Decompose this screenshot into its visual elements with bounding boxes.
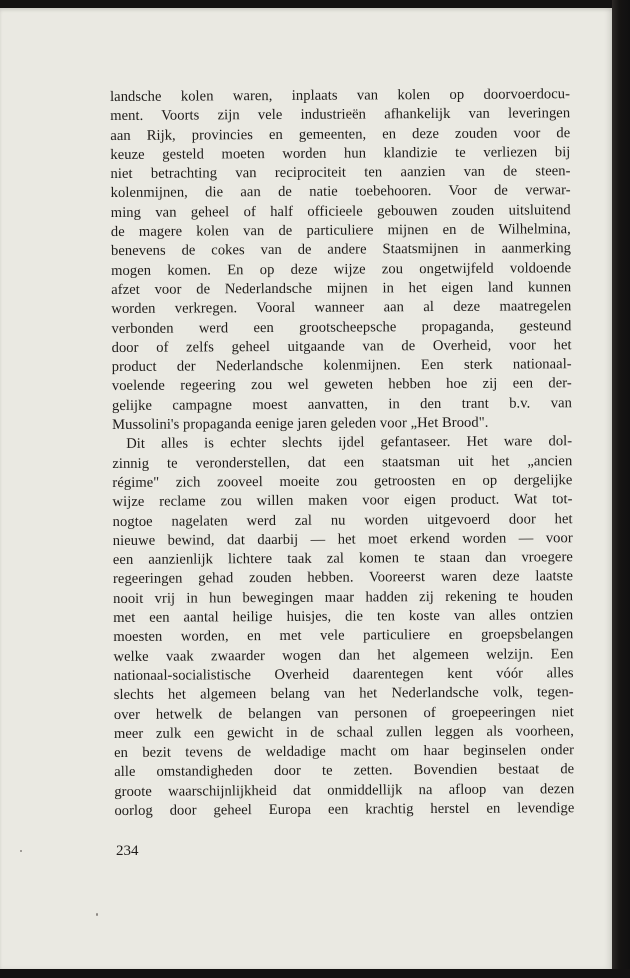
text-line: verbonden werd een grootscheepsche propaganda, gesteund [111,317,572,337]
text-line: welke vaak zwaarder wogen dan het algemeen welzijn. Een [113,645,574,665]
text-line: oorlog door geheel Europa een krachtig herstel en levendige [114,800,575,819]
text-line: zinnig te veronderstellen, dat een staatsman uit het „ancien [112,452,573,472]
scan-right-border [612,0,630,978]
text-line: over hetwelk de belangen van personen of groepeeringen niet [113,703,574,723]
text-line: gelijke campagne moest aanvatten, in den trant b.v. van [111,394,572,414]
text-line: moesten worden, en met vele particuliere en groepsbelangen [113,626,574,646]
text-line: Mussolini's propaganda eenige jaren geleden voor „Het Brood". [112,414,489,434]
text-line: groote waarschijnlijkheid dat onmiddellijk na afloop van dezen [114,780,575,800]
text-line: de magere kolen van de particuliere mijnen en de Wilhelmina, [110,221,571,241]
text-line: meer zulk een gewicht in de schaal zullen leggen als voorheen, [113,722,574,742]
text-line: mogen komen. En op deze wijze zou ongetwijfeld voldoende [111,259,572,279]
text-line: aan Rijk, provincies en gemeenten, en deze zouden voor de [110,124,571,144]
body-text [110,85,574,821]
text-line: ming van geheel of half officieele gebouwen zouden uitsluitend [110,201,571,221]
text-line: benevens de cokes van de andere Staatsmijnen in aanmerking [110,240,572,260]
text-line: régime" zich zooveel moeite zou getroosten en op dergelijke [112,472,573,491]
paper-speck [96,913,98,916]
text-line: en bezit tevens de weldadige macht om haar beginselen onder [114,742,575,762]
page-number: 234 [116,843,139,859]
text-line: voelende regeering zou wel geweten hebben hoe zij een der- [111,375,572,395]
text-line: nationaal-socialistische Overheid daarentegen kent vóór alles [113,665,574,684]
text-line: worden verkregen. Vooral wanneer aan al deze maatregelen [111,298,572,318]
text-line: product der Nederlandsche kolenmijnen. Een sterk nationaal- [111,356,572,376]
text-line: nieuwe bewind, dat daarbij — het moet erkend worden — voor [112,530,573,549]
text-line: een aanzienlijk lichtere taak zal komen te staan dan vroegere [112,549,573,569]
text-line: met een aantal heilige huisjes, die ten koste van alles ontzien [113,607,574,627]
text-line: nooit vrij in hun bewegingen maar hadden zij rekening te houden [113,587,574,607]
text-line: keuze gesteld moeten worden hun klandizie te verliezen bij [110,144,571,163]
text-line: afzet voor de Nederlandsche mijnen in het eigen land kunnen [111,279,572,298]
text-line: alle omstandigheden door te zetten. Bovendien bestaat de [114,761,575,781]
text-line: wijze reclame zou willen maken voor eigen product. Wat tot- [112,491,573,511]
text-line: nogtoe nagelaten werd zal nu worden uitgevoerd door het [112,510,573,530]
text-line: regeeringen gehad zouden hebben. Vooreerst waren deze laatste [112,568,574,588]
text-line: kolenmijnen, die aan de natie toebehooren. Voor de verwar- [110,182,571,202]
text-line: door of zelfs geheel uitgaande van de Overheid, voor het [111,337,572,356]
text-line: Dit alles is echter slechts ijdel gefantaseer. Het ware dol- [126,433,573,453]
text-line: slechts het algemeen belang van het Nederlandsche volk, tegen- [113,684,574,704]
text-line: landsche kolen waren, inplaats van kolen op doorvoerdocu- [110,86,571,105]
text-line: ment. Voorts zijn vele industrieën afhankelijk van leveringen [110,105,571,125]
paper-speck [20,850,22,852]
scan-bottom-border [0,969,630,978]
text-line: niet betrachting van reciprociteit ten aanzien van de steen- [110,163,571,183]
